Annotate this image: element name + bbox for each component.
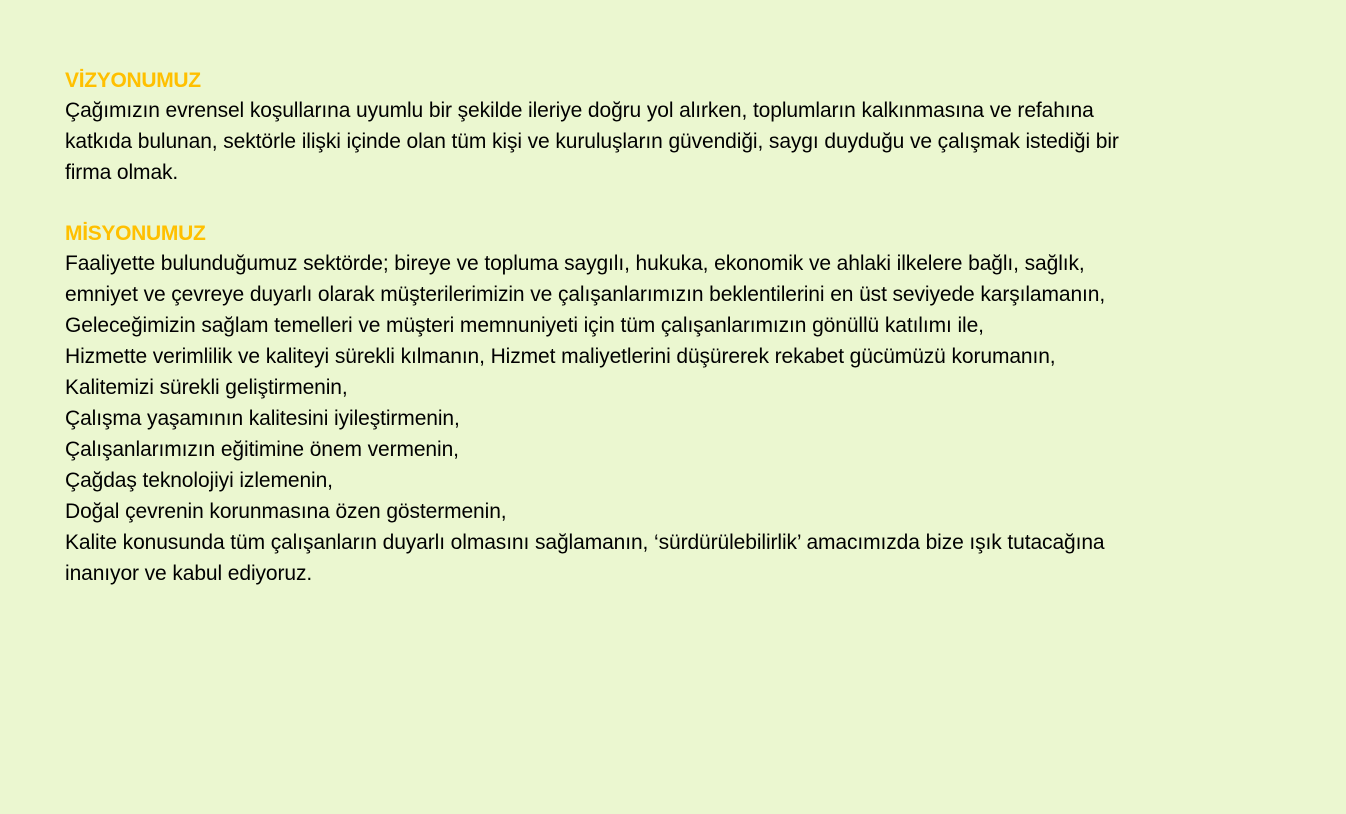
mission-heading: MİSYONUMUZ bbox=[65, 222, 206, 245]
mission-line: Doğal çevrenin korunmasına özen göstermenin, bbox=[65, 500, 507, 523]
mission-line: emniyet ve çevreye duyarlı olarak müşterilerimizin ve çalışanlarımızın beklentilerini en üst seviyede karşılamanın, bbox=[65, 283, 1106, 306]
mission-line: Çalışma yaşamının kalitesini iyileştirmenin, bbox=[65, 407, 460, 430]
mission-line: Çağdaş teknolojiyi izlemenin, bbox=[65, 469, 333, 492]
vision-body bbox=[65, 95, 1286, 188]
mission-line: Faaliyette bulunduğumuz sektörde; bireye ve topluma saygılı, hukuka, ekonomik ve ahlaki ilkelere bağlı, sağlık, bbox=[65, 252, 1085, 275]
vision-line: Çağımızın evrensel koşullarına uyumlu bir şekilde ileriye doğru yol alırken, toplumların kalkınmasına ve refahına bbox=[65, 99, 1094, 122]
vision-line: katkıda bulunan, sektörle ilişki içinde olan tüm kişi ve kuruluşların güvendiği, saygı duyduğu ve çalışmak istediği bir bbox=[65, 130, 1119, 153]
mission-body bbox=[65, 248, 1286, 589]
mission-line: Kalitemizi sürekli geliştirmenin, bbox=[65, 376, 348, 399]
mission-line: inanıyor ve kabul ediyoruz. bbox=[65, 562, 313, 585]
mission-line: Kalite konusunda tüm çalışanların duyarlı olmasını sağlamanın, ‘sürdürülebilirlik’ amacımızda bize ışık tutacağına bbox=[65, 531, 1105, 554]
vision-line: firma olmak. bbox=[65, 161, 179, 184]
mission-line: Çalışanlarımızın eğitimine önem vermenin, bbox=[65, 438, 459, 461]
mission-line: Hizmette verimlilik ve kaliteyi sürekli kılmanın, Hizmet maliyetlerini düşürerek rekabet gücümüzü korumanın, bbox=[65, 345, 1056, 368]
mission-section bbox=[65, 219, 1286, 589]
mission-line: Geleceğimizin sağlam temelleri ve müşteri memnuniyeti için tüm çalışanlarımızın gönüllü katılımı ile, bbox=[65, 314, 984, 337]
vision-section bbox=[65, 66, 1286, 188]
vision-heading: VİZYONUMUZ bbox=[65, 69, 201, 92]
